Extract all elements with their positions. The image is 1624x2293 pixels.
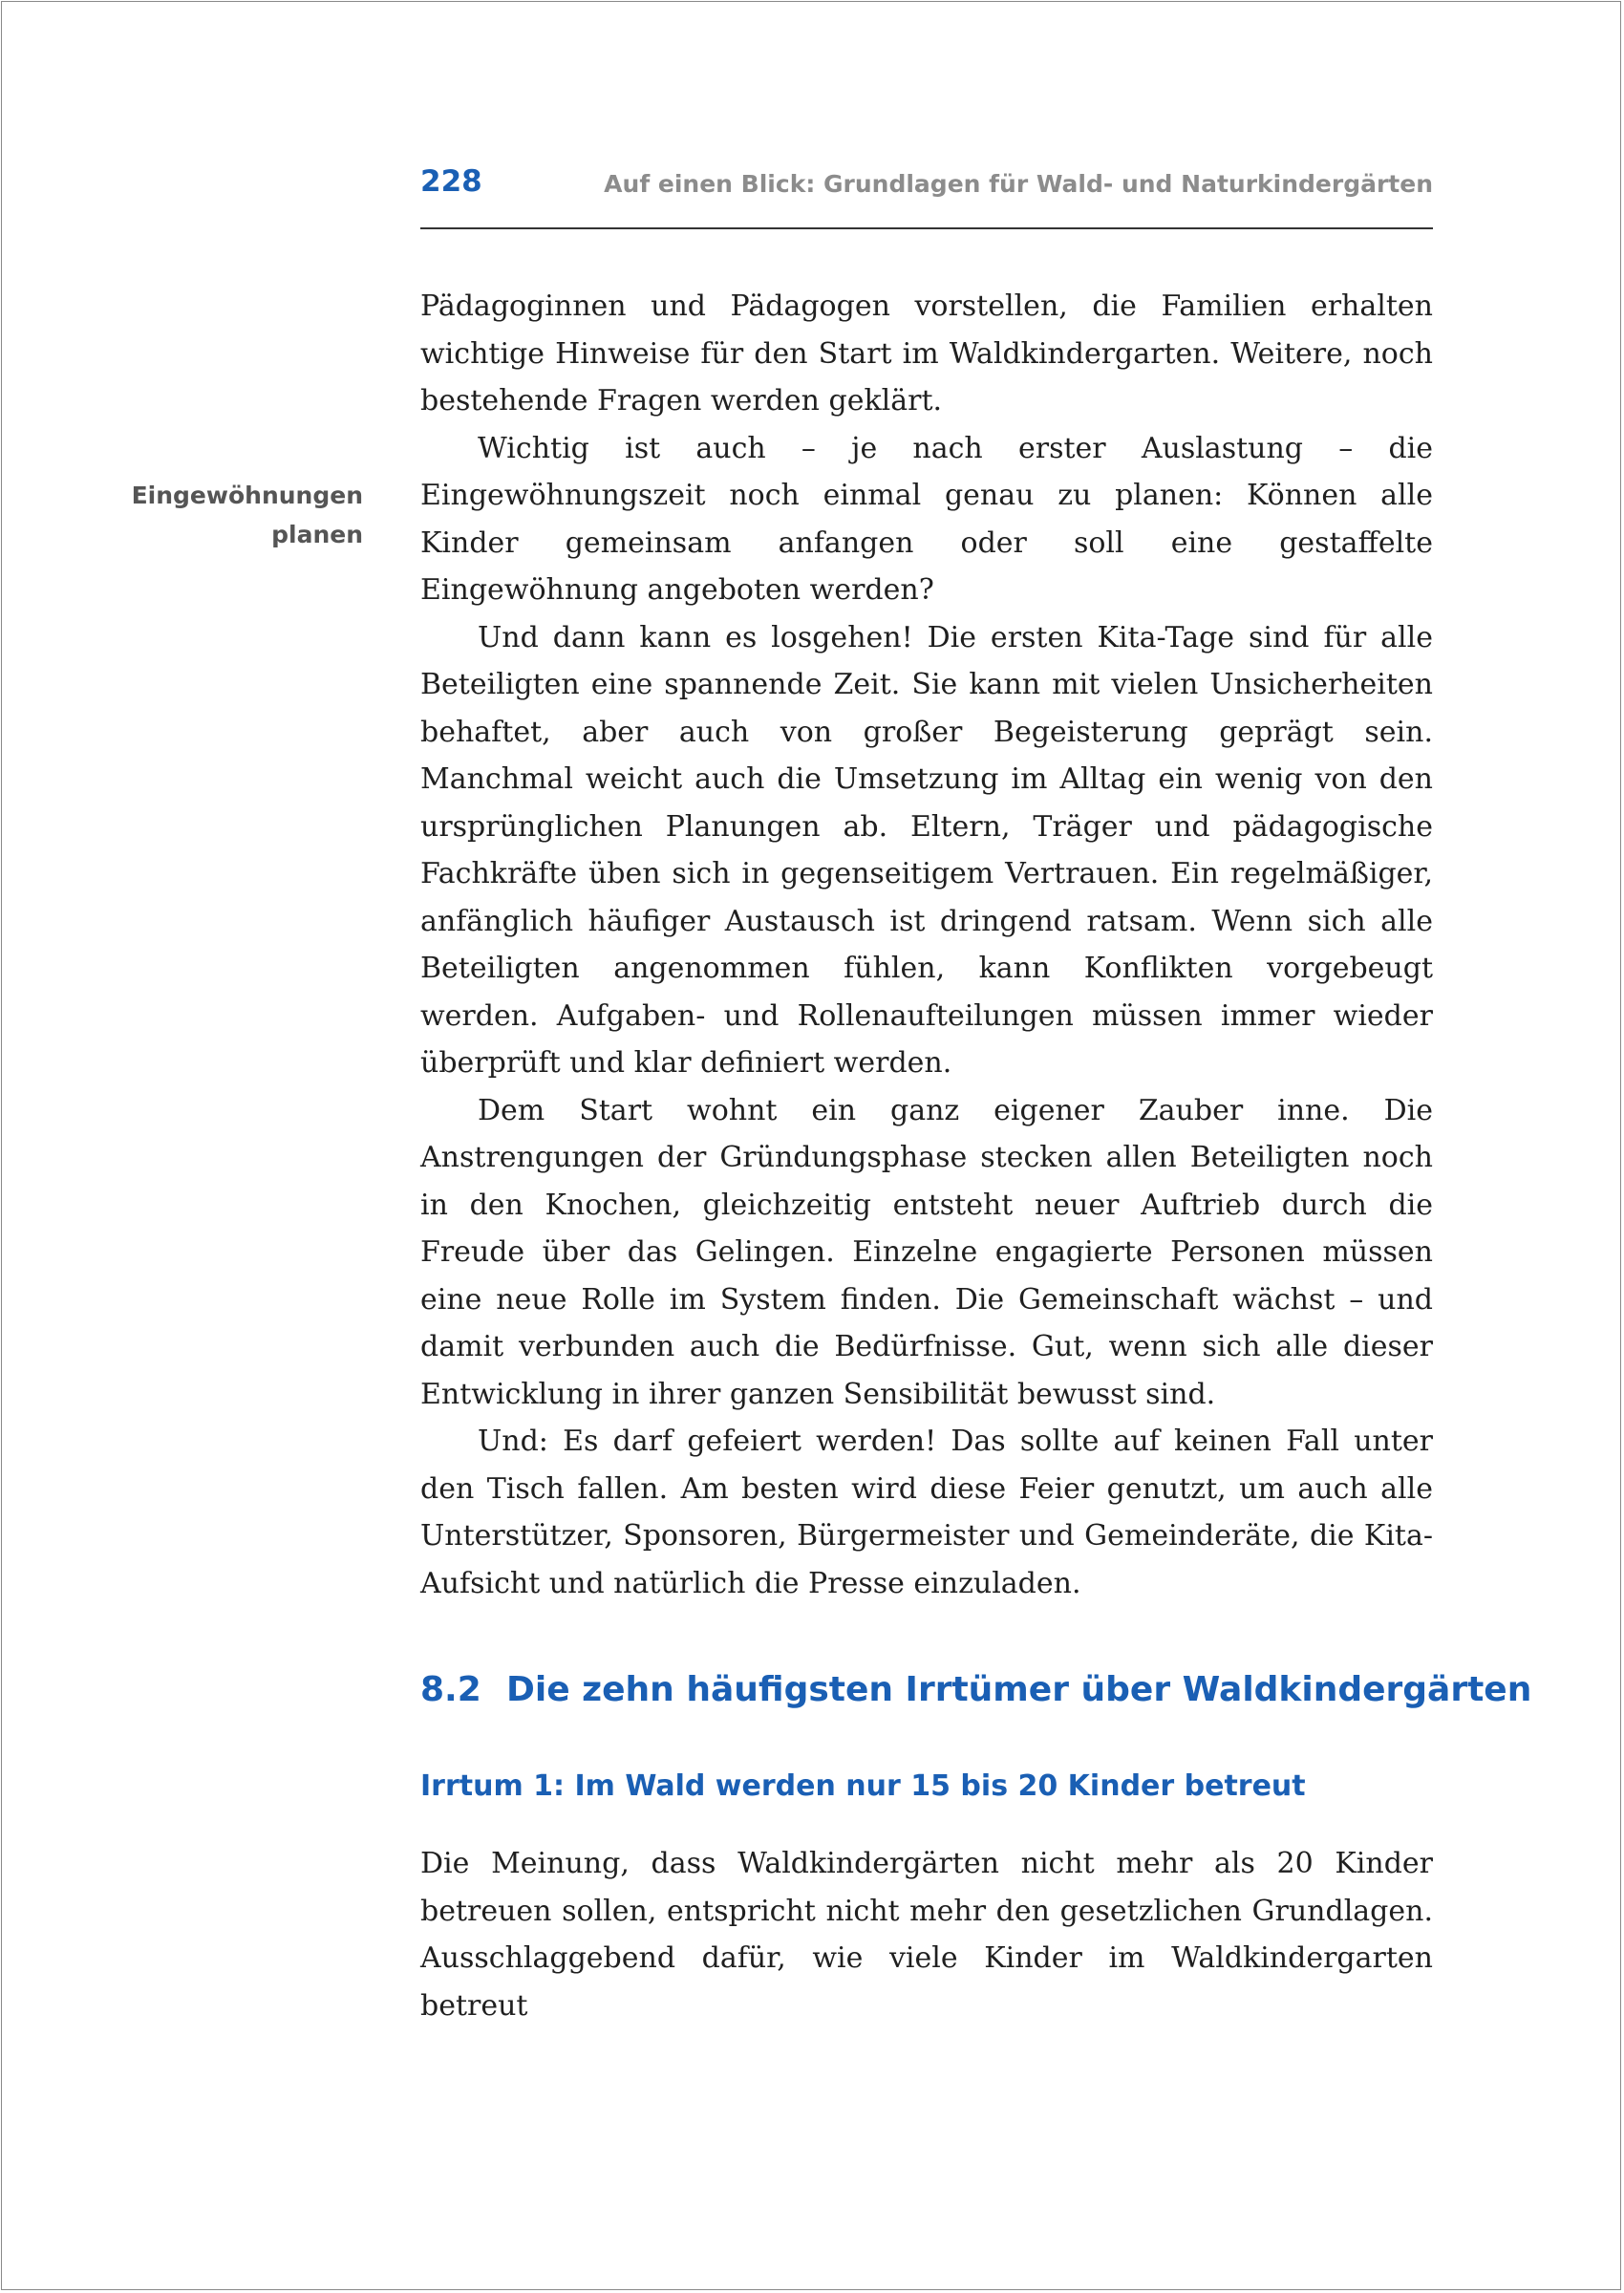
paragraph: Und: Es darf gefeiert werden! Das sollte auf keinen Fall unter den Tisch fallen. Am besten wird diese Feier genutzt, um auch alle Unterstützer, Sponsoren, Bürgermeister und Gemeinderäte, die Kita-Aufsicht und natürlich die Presse einzuladen. [420, 1425, 1433, 1600]
section-title: Die zehn häufigsten Irrtümer über Waldkindergärten [506, 1670, 1532, 1709]
paragraph: Pädagoginnen und Pädagogen vorstellen, die Familien erhalten wichtige Hinweise für den Start im Waldkindergarten. Weitere, noch bestehende Fragen werden geklärt. [420, 289, 1433, 418]
section-heading [420, 1670, 1532, 1709]
paragraph: Die Meinung, dass Waldkindergärten nicht mehr als 20 Kinder betreuen sollen, entspricht nicht mehr den gesetzlichen Grundlagen. Ausschlaggebend dafür, wie viele Kinder im Waldkindergarten betreut [420, 1847, 1433, 2023]
section-number: 8.2 [420, 1670, 481, 1709]
body-text [420, 283, 1433, 1607]
paragraph: Wichtig ist auch – je nach erster Auslastung – die Eingewöhnungszeit noch einmal genau zu planen: Können alle Kinder gemeinsam anfangen oder soll eine gestaffelte Eingewöhnung angeboten werden? [420, 431, 1433, 607]
margin-note: Eingewöhnungen planen [131, 482, 363, 548]
subsection-heading: Irrtum 1: Im Wald werden nur 15 bis 20 Kinder betreut [420, 1769, 1306, 1803]
page-header [420, 161, 1433, 229]
running-title: Auf einen Blick: Grundlagen für Wald- und Naturkindergärten [604, 170, 1433, 198]
paragraph: Dem Start wohnt ein ganz eigener Zauber inne. Die Anstrengungen der Gründungsphase stecken allen Beteiligten noch in den Knochen, gleichzeitig entsteht neuer Auftrieb durch die Freude über das Gelingen. Einzelne engagierte Personen müssen eine neue Rolle im System finden. Die Gemeinschaft wächst – und damit verbunden auch die Bedürfnisse. Gut, wenn sich alle dieser Entwicklung in ihrer ganzen Sensibilität bewusst sind. [420, 1093, 1433, 1411]
paragraph: Und dann kann es losgehen! Die ersten Kita-Tage sind für alle Beteiligten eine spannende Zeit. Sie kann mit vielen Unsicherheiten behaftet, aber auch von großer Begeisterung geprägt sein. Manchmal weicht auch die Umsetzung im Alltag ein wenig von den ursprünglichen Planungen ab. Eltern, Träger und pädagogische Fachkräfte üben sich in gegenseitigem Vertrauen. Ein regelmäßiger, anfänglich häufiger Austausch ist dringend ratsam. Wenn sich alle Beteiligten angenommen fühlen, kann Konflikten vorgebeugt werden. Aufgaben- und Rollenaufteilungen müssen immer wieder überprüft und klar definiert werden. [420, 620, 1433, 1080]
section-body-text [420, 1840, 1433, 2029]
page-number: 228 [420, 164, 482, 199]
